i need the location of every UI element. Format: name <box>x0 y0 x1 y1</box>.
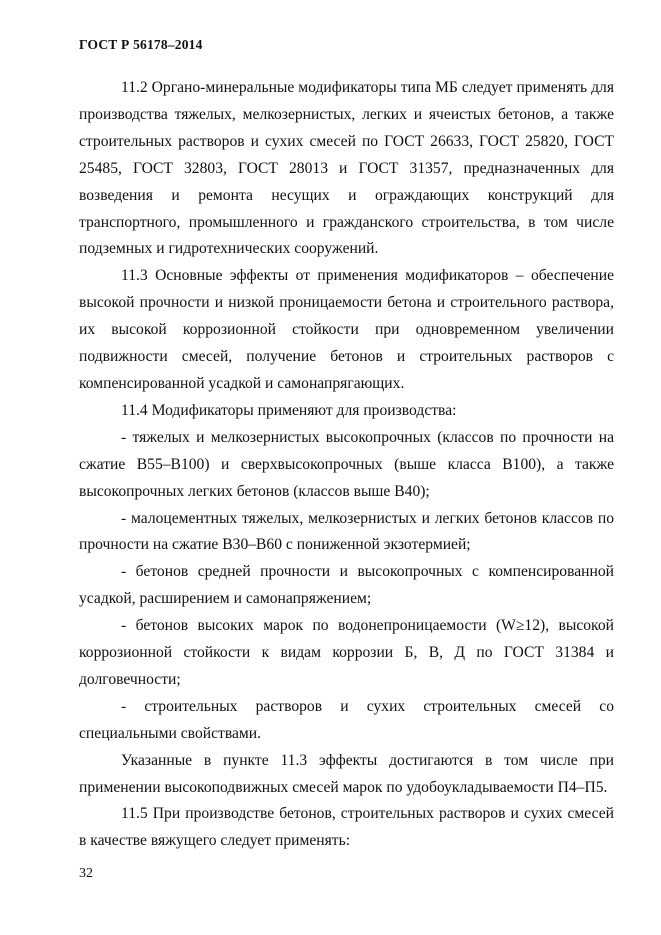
list-item-mortars: - строительных растворов и сухих строительных смесей со специальными свойствами. <box>79 697 614 742</box>
list-item-high-strength: - тяжелых и мелкозернистых высокопрочных (классов по прочности на сжатие В55–В100) и сверхвысокопрочных (выше класса В100), а также высокопрочных легких бетонов (классов выше В40); <box>79 428 614 500</box>
list-item-water-resistance: - бетонов высоких марок по водонепроницаемости (W≥12), высокой коррозионной стойкости к видам коррозии Б, В, Д по ГОСТ 31384 и долговечности; <box>79 617 614 688</box>
paragraph-11-3: 11.3 Основные эффекты от применения модификаторов – обеспечение высокой прочности и низкой проницаемости бетона и строительного раствора, их высокой коррозионной стойкости при одновременном увеличении подвижности смесей, получение бетонов и строительных растворов с компенсированной усадкой и самонапрягающих. <box>79 267 614 392</box>
list-item-compensated-shrinkage: - бетонов средней прочности и высокопрочных с компенсированной усадкой, расширением и самонапряжением; <box>79 563 614 608</box>
page-number: 32 <box>79 866 93 881</box>
list-item-low-cement: - малоцементных тяжелых, мелкозернистых и легких бетонов классов по прочности на сжатие В30–В60 с пониженной экзотермией; <box>79 509 614 554</box>
document-header: ГОСТ Р 56178–2014 <box>79 37 203 52</box>
paragraph-11-2: 11.2 Органо-минеральные модификаторы типа МБ следует применять для производства тяжелых, мелкозернистых, легких и ячеистых бетонов, а также строительных растворов и сухих смесей по ГОСТ 26633, ГОСТ 25820, ГОСТ 25485, ГОСТ 32803, ГОСТ 28013 и ГОСТ 31357, предназначенных для возведения и ремонта несущих и ограждающих конструкций для транспортного, промышленного и гражданского строительства, в том числе подземных и гидротехнических сооружений. <box>79 79 614 258</box>
paragraph-11-5: 11.5 При производстве бетонов, строительных растворов и сухих смесей в качестве вяжущего следует применять: <box>79 805 614 850</box>
paragraph-11-4: 11.4 Модификаторы применяют для производства: <box>121 401 457 419</box>
paragraph-effects-note: Указанные в пункте 11.3 эффекты достигаются в том числе при применении высокоподвижных смесей марок по удобоукладываемости П4–П5. <box>79 751 614 796</box>
document-body <box>79 75 614 855</box>
